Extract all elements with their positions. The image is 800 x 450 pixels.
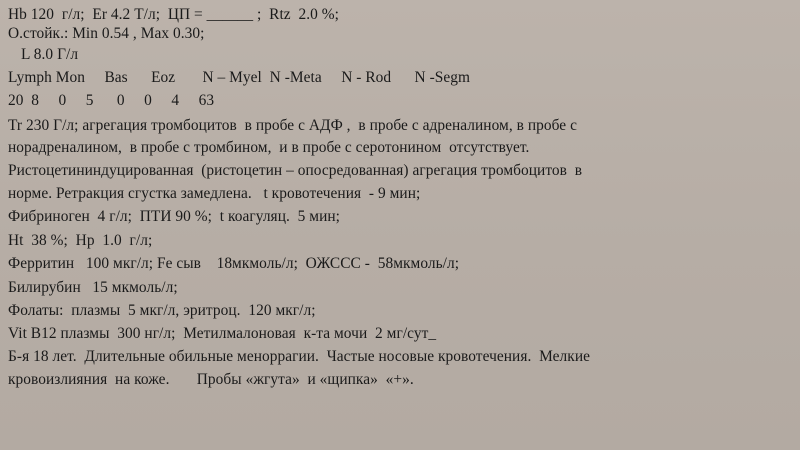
folate-line: Фолаты: плазмы 5 мкг/л, эритроц. 120 мкг/л; [8,302,316,319]
ferritin-line: Ферритин 100 мкг/л; Fe сыв 18мкмоль/л; ОЖССС - 58мкмоль/л; [8,255,460,272]
vitamin-b12-line: Vit B12 плазмы 300 нг/л; Метилмалоновая к-та мочи 2 мг/сут_ [8,325,437,342]
leukocyte-count-line: L 8.0 Г/л [21,46,79,63]
blood-indices-line: Hb 120 г/л; Er 4.2 Т/л; ЦП = ______ ; Rtz 2.0 %; [8,6,339,23]
clot-retraction-line: норме. Ретракция сгустка замедлена. t кровотечения - 9 мин; [8,185,421,202]
fibrinogen-line: Фибриноген 4 г/л; ПТИ 90 %; t коагуляц. 5 мин; [8,208,340,225]
clinical-history-continued-line: кровоизлияния на коже. Пробы «жгута» и «щипка» «+». [8,371,414,388]
platelet-aggregation-line: Tr 230 Г/л; агрегация тромбоцитов в пробе с АДФ , в пробе с адреналином, в пробе с [8,117,577,134]
hematocrit-line: Ht 38 %; Hp 1.0 г/л; [8,232,153,249]
osmotic-resistance-line: О.стойк.: Min 0.54 , Max 0.30; [8,25,205,42]
differential-values-line: 20 8 0 5 0 0 4 63 [8,92,215,109]
ristocetin-aggregation-line: Ристоцетининдуцированная (ристоцетин – опосредованная) агрегация тромбоцитов в [8,162,583,179]
clinical-history-line: Б-я 18 лет. Длительные обильные меноррагии. Частые носовые кровотечения. Мелкие [8,348,590,365]
differential-headers-line: Lymph Mon Bas Eoz N – Myel N -Meta N - Rod N -Segm [8,69,471,86]
bilirubin-line: Билирубин 15 мкмоль/л; [8,279,178,296]
platelet-aggregation-continued-line: норадреналином, в пробе с тромбином, и в пробе с серотонином отсутствует. [8,139,530,156]
